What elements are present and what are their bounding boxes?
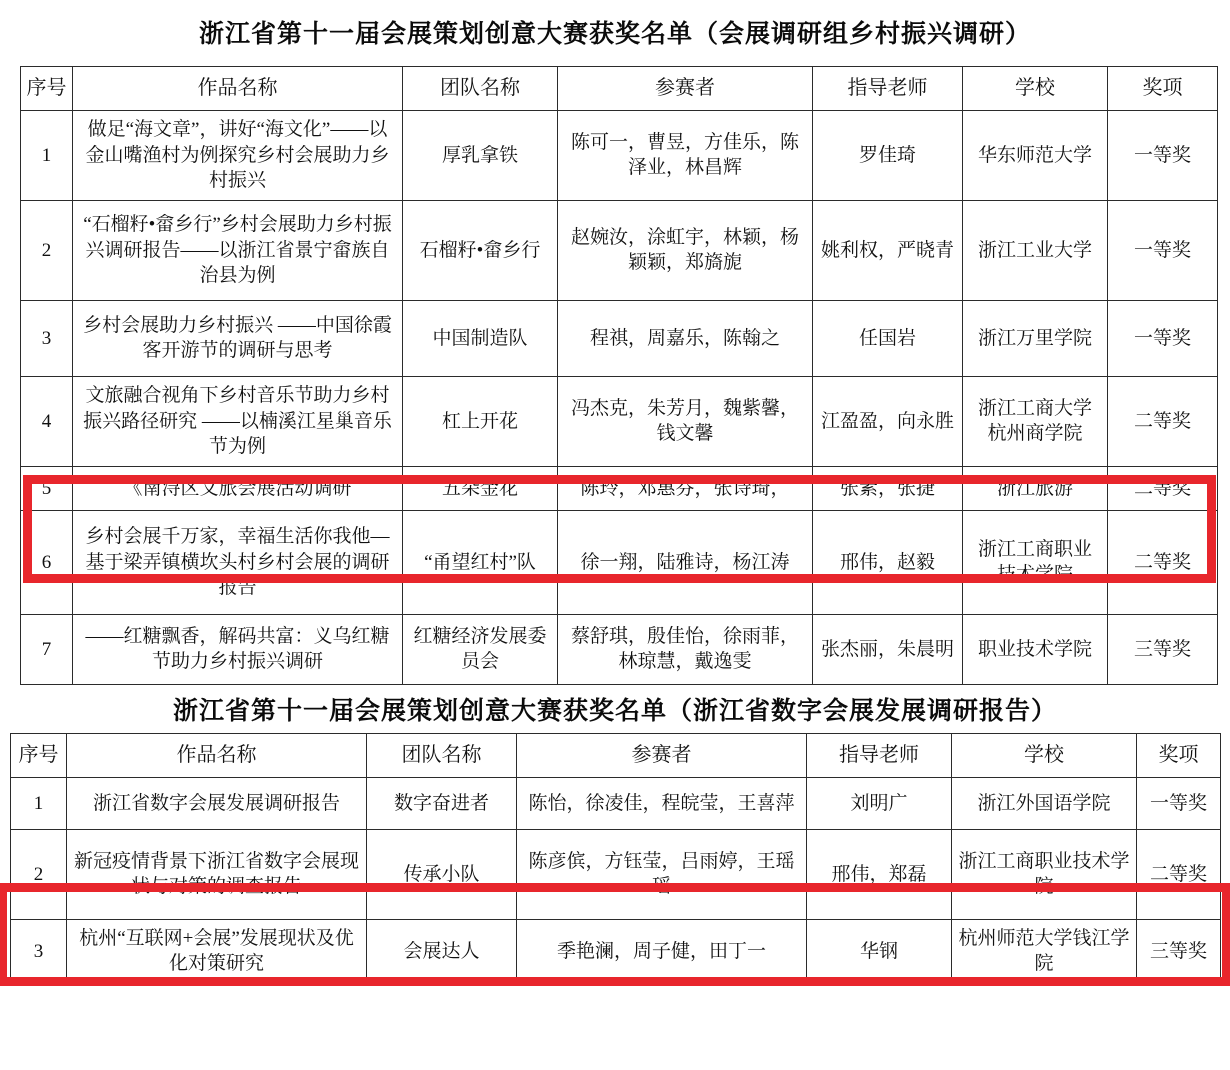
column-header-school: 学校 [952, 733, 1137, 777]
cell-index: 6 [21, 510, 73, 614]
table-row [21, 200, 1218, 300]
cell-team: 红糖经济发展委员会 [403, 614, 558, 684]
cell-teacher: 张素，张捷 [813, 466, 963, 510]
cell-index: 4 [21, 376, 73, 466]
cell-school: 浙江工业大学 [963, 200, 1108, 300]
column-header-school: 学校 [963, 67, 1108, 111]
column-header-teacher: 指导老师 [807, 733, 952, 777]
cell-school: 浙江工商职业技术学院 [963, 510, 1108, 614]
cell-school: 浙江外国语学院 [952, 777, 1137, 829]
table-header-row [11, 733, 1221, 777]
cell-team: “甬望红村”队 [403, 510, 558, 614]
table-row [21, 376, 1218, 466]
cell-index: 7 [21, 614, 73, 684]
cell-work: 杭州“互联网+会展”发展现状及优化对策研究 [67, 919, 367, 983]
document-page [0, 14, 1230, 1070]
cell-members: 陈可一，曹昱，方佳乐，陈泽业，林昌辉 [558, 111, 813, 201]
cell-work: 新冠疫情背景下浙江省数字会展现状与对策的调查报告 [67, 829, 367, 919]
section1-award-table [20, 66, 1218, 685]
cell-team: 会展达人 [367, 919, 517, 983]
cell-index: 2 [11, 829, 67, 919]
cell-members: 陈怡，徐凌佳，程皖莹，王喜萍 [517, 777, 807, 829]
cell-prize: 二等奖 [1108, 376, 1218, 466]
cell-team: 五朵金花 [403, 466, 558, 510]
column-header-members: 参赛者 [558, 67, 813, 111]
cell-teacher: 华钢 [807, 919, 952, 983]
section1-title: 浙江省第十一届会展策划创意大赛获奖名单（会展调研组乡村振兴调研） [198, 21, 1031, 48]
column-header-index: 序号 [11, 733, 67, 777]
table-row-highlighted [21, 510, 1218, 614]
cell-school: 浙江旅游 [963, 466, 1108, 510]
cell-team: 杠上开花 [403, 376, 558, 466]
cell-work: 文旅融合视角下乡村音乐节助力乡村振兴路径研究 ——以楠溪江星巢音乐节为例 [73, 376, 403, 466]
table-row [11, 919, 1221, 983]
cell-members: 陈玲，邓惠芬，张诗琦， [558, 466, 813, 510]
column-header-prize: 奖项 [1108, 67, 1218, 111]
cell-work: 乡村会展千万家，幸福生活你我他—基于梁弄镇横坎头村乡村会展的调研报告 [73, 510, 403, 614]
cell-team: 传承小队 [367, 829, 517, 919]
section2-award-table [10, 733, 1221, 984]
cell-work: 做足“海文章”，讲好“海文化”——以金山嘴渔村为例探究乡村会展助力乡村振兴 [73, 111, 403, 201]
table-header-row [21, 67, 1218, 111]
section2-title: 浙江省第十一届会展策划创意大赛获奖名单（浙江省数字会展发展调研报告） [172, 697, 1057, 725]
cell-members: 季艳澜，周子健，田丁一 [517, 919, 807, 983]
table-row [11, 777, 1221, 829]
cell-prize: 一等奖 [1108, 300, 1218, 376]
table-row [21, 466, 1218, 510]
table-row-highlighted [11, 829, 1221, 919]
cell-team: 中国制造队 [403, 300, 558, 376]
cell-teacher: 邢伟，郑磊 [807, 829, 952, 919]
cell-school: 浙江工商大学杭州商学院 [963, 376, 1108, 466]
cell-members: 冯杰克，朱芳月，魏紫馨，钱文馨 [558, 376, 813, 466]
cell-members: 赵婉汝，涂虹宇，林颖，杨颖颖，郑旖旎 [558, 200, 813, 300]
column-header-members: 参赛者 [517, 733, 807, 777]
cell-members: 程祺，周嘉乐，陈翰之 [558, 300, 813, 376]
cell-prize: 二等奖 [1108, 510, 1218, 614]
cell-teacher: 任国岩 [813, 300, 963, 376]
cell-school: 华东师范大学 [963, 111, 1108, 201]
cell-team: 厚乳拿铁 [403, 111, 558, 201]
cell-index: 1 [11, 777, 67, 829]
cell-teacher: 江盈盈，向永胜 [813, 376, 963, 466]
table-row [21, 614, 1218, 684]
cell-team: 石榴籽•畲乡行 [403, 200, 558, 300]
cell-teacher: 邢伟，赵毅 [813, 510, 963, 614]
column-header-prize: 奖项 [1137, 733, 1221, 777]
cell-teacher: 刘明广 [807, 777, 952, 829]
cell-work: ——红糖飘香，解码共富：义乌红糖节助力乡村振兴调研 [73, 614, 403, 684]
cell-index: 3 [11, 919, 67, 983]
cell-members: 徐一翔，陆雅诗，杨江涛 [558, 510, 813, 614]
column-header-index: 序号 [21, 67, 73, 111]
cell-index: 1 [21, 111, 73, 201]
column-header-work: 作品名称 [67, 733, 367, 777]
cell-members: 陈彦傧，方钰莹，吕雨婷，王瑶瑶 [517, 829, 807, 919]
column-header-work: 作品名称 [73, 67, 403, 111]
column-header-team: 团队名称 [403, 67, 558, 111]
cell-school: 职业技术学院 [963, 614, 1108, 684]
cell-work: 《南浔区文旅会展活动调研 [73, 466, 403, 510]
cell-team: 数字奋进者 [367, 777, 517, 829]
cell-prize: 二等奖 [1108, 466, 1218, 510]
cell-teacher: 罗佳琦 [813, 111, 963, 201]
cell-prize: 三等奖 [1137, 919, 1221, 983]
cell-work: 浙江省数字会展发展调研报告 [67, 777, 367, 829]
column-header-team: 团队名称 [367, 733, 517, 777]
cell-index: 3 [21, 300, 73, 376]
cell-prize: 一等奖 [1108, 200, 1218, 300]
cell-teacher: 姚利权，严晓青 [813, 200, 963, 300]
cell-prize: 一等奖 [1137, 777, 1221, 829]
cell-work: 乡村会展助力乡村振兴 ——中国徐霞客开游节的调研与思考 [73, 300, 403, 376]
cell-teacher: 张杰丽，朱晨明 [813, 614, 963, 684]
cell-members: 蔡舒琪，殷佳怡，徐雨菲，林琼慧，戴逸雯 [558, 614, 813, 684]
cell-index: 5 [21, 466, 73, 510]
table-row [21, 111, 1218, 201]
cell-work: “石榴籽•畲乡行”乡村会展助力乡村振兴调研报告——以浙江省景宁畲族自治县为例 [73, 200, 403, 300]
table-row [21, 300, 1218, 376]
cell-index: 2 [21, 200, 73, 300]
cell-prize: 二等奖 [1137, 829, 1221, 919]
column-header-teacher: 指导老师 [813, 67, 963, 111]
cell-school: 浙江工商职业技术学院 [952, 829, 1137, 919]
section1-table-wrapper [20, 66, 1210, 685]
section2-table-wrapper [10, 733, 1220, 984]
cell-prize: 一等奖 [1108, 111, 1218, 201]
cell-school: 浙江万里学院 [963, 300, 1108, 376]
cell-prize: 三等奖 [1108, 614, 1218, 684]
cell-school: 杭州师范大学钱江学院 [952, 919, 1137, 983]
